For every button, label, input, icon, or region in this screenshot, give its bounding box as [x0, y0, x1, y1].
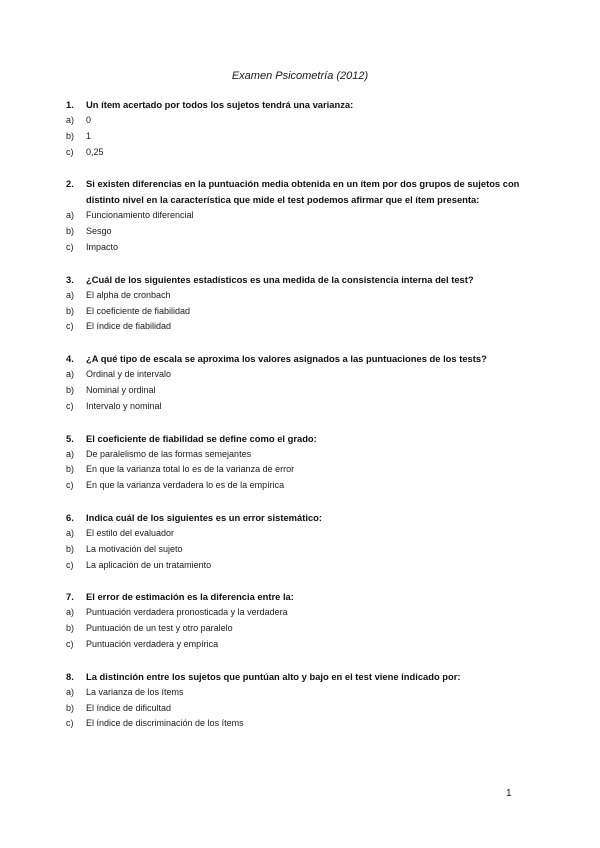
question-text: ¿Cuál de los siguientes estadísticos es una medida de la consistencia interna del test?	[86, 273, 474, 285]
question-2	[66, 176, 536, 255]
option-text: 0,25	[86, 146, 104, 157]
option-text: El estilo del evaluador	[86, 527, 175, 538]
question-stem	[66, 589, 536, 605]
question-3	[66, 272, 536, 335]
option-text: El coeficiente de fiabilidad	[86, 305, 191, 316]
option-text: La varianza de los ítems	[86, 686, 184, 697]
option-b	[66, 129, 536, 145]
option-letter: b)	[66, 305, 75, 316]
option-a	[66, 367, 536, 383]
option-text: Puntuación verdadera pronosticada y la verdadera	[86, 607, 288, 618]
option-letter: a)	[66, 210, 75, 221]
option-text: 1	[86, 130, 92, 141]
question-stem	[66, 272, 536, 288]
question-7	[66, 589, 536, 652]
question-stem	[66, 97, 536, 113]
question-list	[66, 97, 536, 748]
question-stem	[66, 351, 536, 367]
question-text: El coeficiente de fiabilidad se define como el grado:	[86, 432, 317, 444]
option-letter: a)	[66, 686, 75, 697]
question-number: 5.	[66, 432, 74, 444]
option-a	[66, 526, 536, 542]
question-number: 1.	[66, 99, 74, 110]
option-text: El índice de fiabilidad	[86, 321, 172, 332]
option-text: Impacto	[86, 241, 119, 252]
option-letter: b)	[66, 702, 75, 713]
option-c	[66, 240, 536, 256]
option-letter: b)	[66, 130, 75, 141]
option-letter: c)	[66, 559, 74, 570]
question-text: ¿A qué tipo de escala se aproxima los valores asignados a las puntuaciones de los tests?	[86, 353, 487, 365]
question-number: 3.	[66, 273, 74, 285]
question-number: 4.	[66, 353, 74, 365]
question-stem	[66, 510, 536, 526]
option-c	[66, 716, 536, 732]
question-text: La distinción entre los sujetos que puntúan alto y bajo en el test viene indicado por:	[86, 670, 461, 682]
option-c	[66, 478, 536, 494]
question-text: Indica cuál de los siguientes es un error sistemático:	[86, 511, 323, 523]
option-a	[66, 447, 536, 463]
option-text: Funcionamiento diferencial	[86, 210, 194, 221]
option-text: En que la varianza total lo es de la varianza de error	[86, 464, 295, 475]
question-stem	[66, 431, 536, 447]
option-letter: c)	[66, 321, 74, 332]
question-text: Un ítem acertado por todos los sujetos tendrá una varianza:	[86, 99, 354, 110]
question-4	[66, 351, 536, 414]
option-letter: a)	[66, 289, 75, 300]
question-8	[66, 669, 536, 732]
option-text: Sesgo	[86, 226, 112, 237]
option-text: Puntuación verdadera y empírica	[86, 638, 219, 649]
page-number: 1	[506, 788, 512, 799]
option-letter: b)	[66, 464, 75, 475]
option-b	[66, 621, 536, 637]
option-letter: b)	[66, 623, 75, 634]
option-b	[66, 701, 536, 717]
exam-title: Examen Psicometría (2012)	[231, 70, 369, 82]
option-letter: c)	[66, 241, 74, 252]
option-text: Ordinal y de intervalo	[86, 369, 172, 380]
option-text: Intervalo y nominal	[86, 400, 162, 411]
question-6	[66, 510, 536, 573]
question-text: El error de estimación es la diferencia entre la:	[86, 591, 294, 603]
question-text: Si existen diferencias en la puntuación media obtenida en un ítem por dos grupos de sujetos con distinto nivel en la característica que mide el test podemos afirmar que el ítem presenta:	[86, 178, 520, 206]
option-letter: c)	[66, 146, 74, 157]
option-letter: b)	[66, 543, 75, 554]
option-text: 0	[86, 115, 92, 125]
option-a	[66, 288, 536, 304]
option-a	[66, 113, 536, 129]
option-text: La aplicación de un tratamiento	[86, 559, 212, 570]
option-text: Nominal y ordinal	[86, 384, 156, 395]
option-c	[66, 145, 536, 161]
option-letter: a)	[66, 369, 75, 380]
option-letter: a)	[66, 448, 75, 459]
option-letter: c)	[66, 400, 74, 411]
option-letter: c)	[66, 480, 74, 491]
question-5	[66, 431, 536, 494]
question-1	[66, 97, 536, 160]
question-stem	[66, 669, 536, 685]
option-text: El índice de discriminación de los ítems	[86, 718, 244, 729]
option-text: La motivación del sujeto	[86, 543, 183, 554]
option-text: De paralelismo de las formas semejantes	[86, 448, 252, 459]
option-b	[66, 542, 536, 558]
question-number: 2.	[66, 178, 74, 190]
option-text: En que la varianza verdadera lo es de la empírica	[86, 480, 285, 491]
option-b	[66, 304, 536, 320]
option-letter: b)	[66, 384, 75, 395]
option-letter: c)	[66, 718, 74, 729]
option-letter: c)	[66, 638, 74, 649]
option-a	[66, 605, 536, 621]
option-letter: b)	[66, 226, 75, 237]
option-b	[66, 383, 536, 399]
option-c	[66, 637, 536, 653]
option-text: Puntuación de un test y otro paralelo	[86, 623, 233, 634]
option-text: El índice de dificultad	[86, 702, 172, 713]
option-letter: a)	[66, 527, 75, 538]
question-number: 6.	[66, 511, 74, 523]
option-c	[66, 399, 536, 415]
option-letter: a)	[66, 115, 75, 125]
option-b	[66, 462, 536, 478]
option-a	[66, 208, 536, 224]
question-stem	[66, 176, 536, 208]
option-letter: a)	[66, 607, 75, 618]
option-a	[66, 685, 536, 701]
option-b	[66, 224, 536, 240]
option-text: El alpha de cronbach	[86, 289, 171, 300]
option-c	[66, 319, 536, 335]
question-number: 7.	[66, 591, 74, 603]
question-number: 8.	[66, 670, 74, 682]
option-c	[66, 558, 536, 574]
